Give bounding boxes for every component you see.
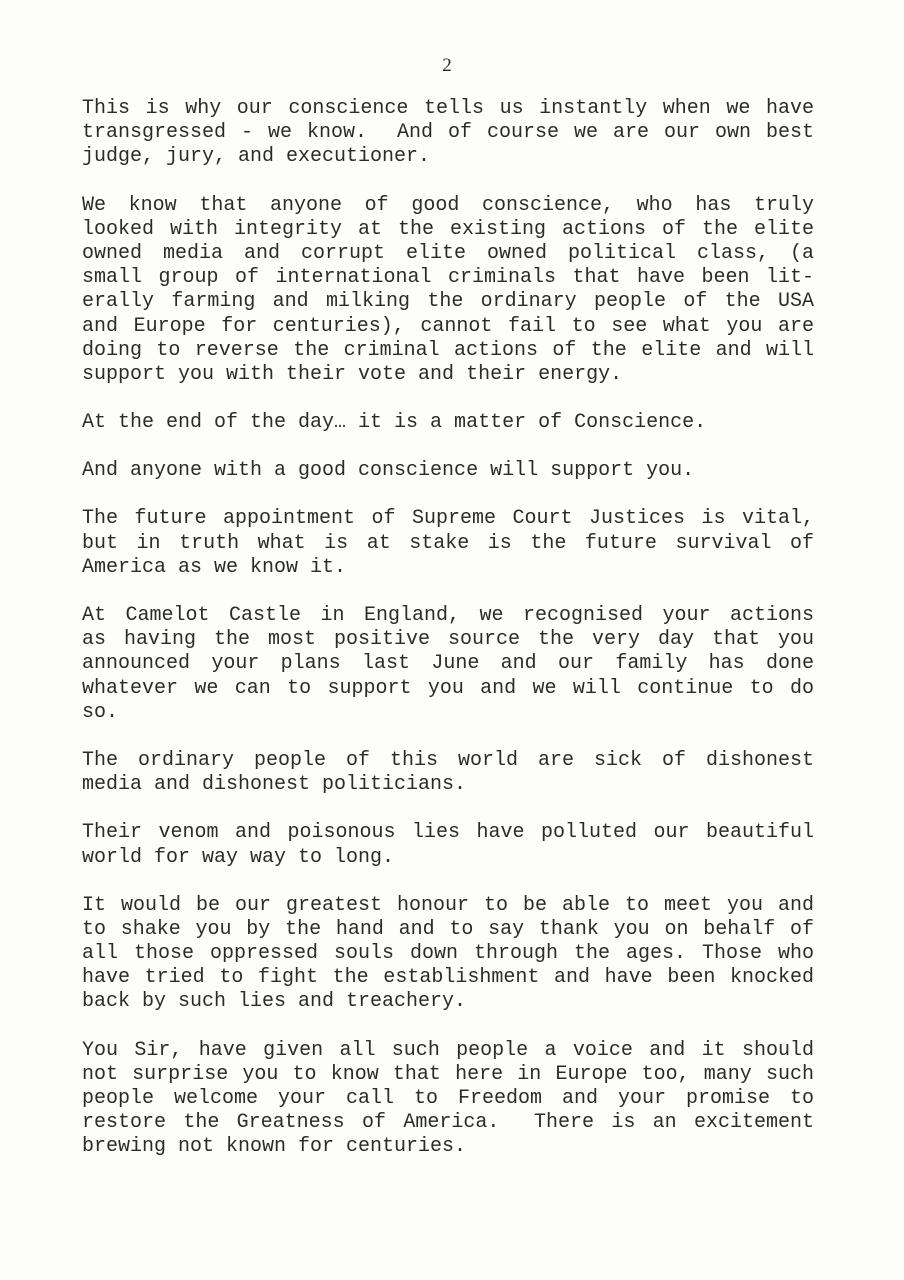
text-line: The future appointment of Supreme Court Justices is vital, (82, 507, 814, 531)
paragraph-ordinary-people (82, 749, 814, 797)
text-line: as having the most positive source the very day that you (82, 628, 814, 652)
text-line: At the end of the day… it is a matter of Conscience. (82, 411, 707, 435)
text-line: At Camelot Castle in England, we recognised your actions (82, 604, 814, 627)
text-line: transgressed - we know. And of course we are our own best (82, 121, 814, 145)
text-line: not surprise you to know that here in Europe too, many such (82, 1062, 814, 1086)
text-line: to shake you by the hand and to say thank you on behalf of (82, 917, 814, 941)
text-line: owned media and corrupt elite owned political class, (a (82, 241, 814, 265)
text-line: It would be our greatest honour to be able to meet you and (82, 893, 814, 917)
text-line: but in truth what is at stake is the future survival of (82, 531, 814, 555)
text-line: doing to reverse the criminal actions of the elite and will (82, 338, 814, 362)
paragraph-integrity (82, 194, 814, 388)
text-line: whatever we can to support you and we will continue to do (82, 676, 814, 700)
letter-body (82, 97, 814, 1184)
text-line: so. (82, 700, 119, 724)
paragraph-conscience (82, 97, 814, 170)
paragraph-venom (82, 821, 814, 869)
paragraph-camelot-castle (82, 604, 814, 725)
page-number: 2 (442, 55, 452, 76)
text-line: And anyone with a good conscience will support you. (82, 459, 695, 483)
text-line: looked with integrity at the existing actions of the elite (82, 217, 814, 241)
text-line: The ordinary people of this world are sick of dishonest (82, 748, 814, 772)
text-line: world for way way to long. (82, 845, 395, 869)
paragraph-supreme-court (82, 507, 814, 580)
text-line: back by such lies and treachery. (82, 990, 467, 1014)
text-line: We know that anyone of good conscience, who has truly (82, 193, 814, 217)
paragraph-honour (82, 894, 814, 1015)
text-line: restore the Greatness of America. There is an excitement (82, 1111, 814, 1135)
text-line: have tried to fight the establishment and have been knocked (82, 966, 814, 990)
text-line: You Sir, have given all such people a voice and it should (82, 1038, 814, 1062)
text-line: people welcome your call to Freedom and your promise to (82, 1087, 814, 1110)
text-line: Their venom and poisonous lies have polluted our beautiful (82, 821, 814, 845)
text-line: brewing not known for centuries. (82, 1135, 467, 1159)
text-line: media and dishonest politicians. (82, 773, 467, 797)
text-line: and Europe for centuries), cannot fail to see what you are (82, 314, 814, 338)
text-line: all those oppressed souls down through the ages. Those who (82, 942, 814, 966)
paragraph-end-of-day (82, 411, 814, 435)
text-line: erally farming and milking the ordinary people of the USA (82, 290, 814, 314)
text-line: America as we know it. (82, 555, 347, 579)
paragraph-support (82, 459, 814, 483)
text-line: judge, jury, and executioner. (82, 145, 431, 169)
text-line: small group of international criminals that have been lit- (82, 266, 814, 290)
text-line: This is why our conscience tells us instantly when we have (82, 97, 814, 120)
text-line: support you with their vote and their energy. (82, 362, 623, 386)
paragraph-voice (82, 1039, 814, 1160)
text-line: announced your plans last June and our family has done (82, 652, 814, 676)
